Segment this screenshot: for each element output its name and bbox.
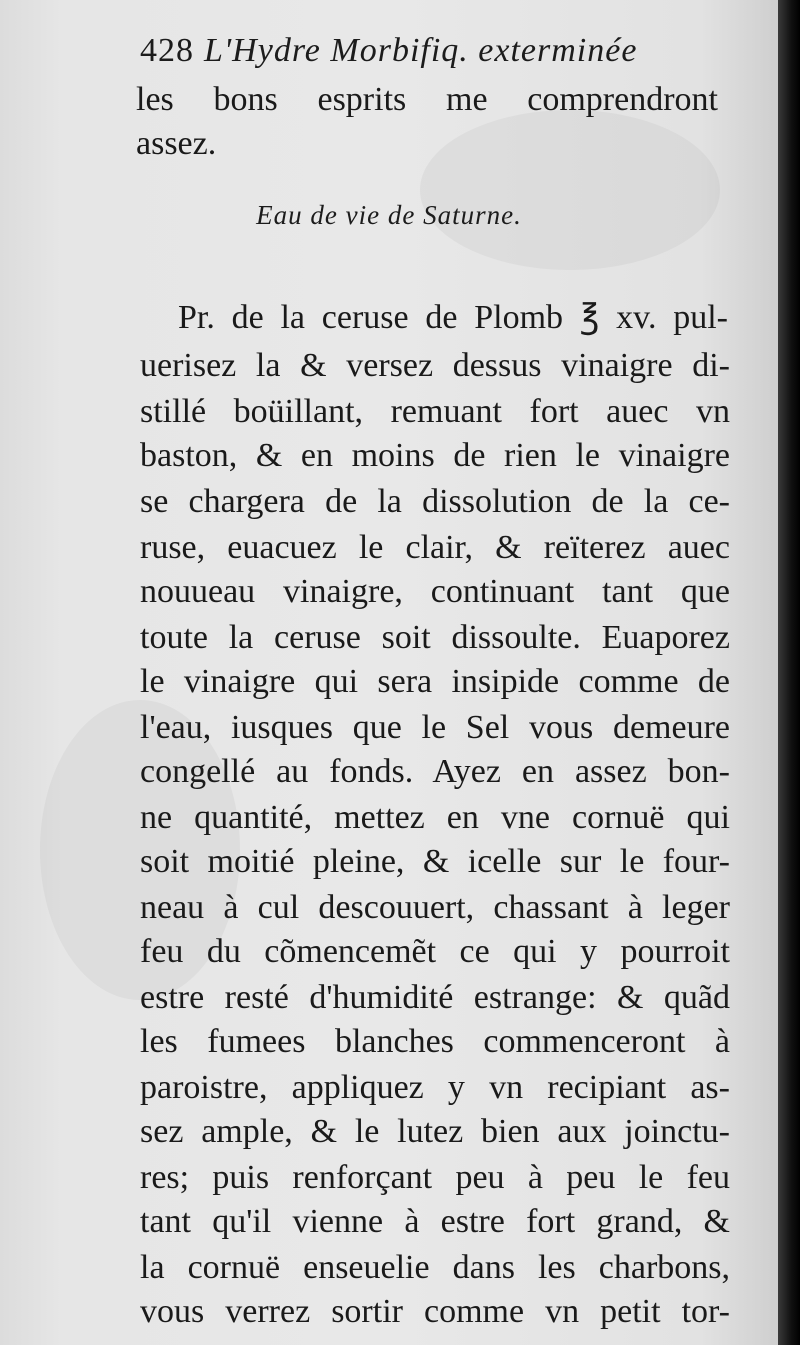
text-line: res; puis renforçant peu à peu le feu xyxy=(140,1159,730,1196)
text-line: soit moitié pleine, & icelle sur le four- xyxy=(140,843,730,880)
text-line: baston, & en moins de rien le vinaigre xyxy=(140,437,730,474)
text-line: paroistre, appliquez y vn recipiant as- xyxy=(140,1069,730,1106)
section-heading: Eau de vie de Saturne. xyxy=(256,200,522,230)
text-line: se chargera de la dissolution de la ce- xyxy=(140,483,730,520)
text-line: tant qu'il vienne à estre fort grand, & xyxy=(140,1203,730,1240)
text-line: uerisez la & versez dessus vinaigre di- xyxy=(140,347,730,384)
text-line: toute la ceruse soit dissoulte. Euaporez xyxy=(140,619,730,656)
running-title: L'Hydre Morbifiq. exterminée xyxy=(204,32,638,69)
text-line: feu du cõmencemẽt ce qui y pourroit xyxy=(140,933,730,970)
text-line: le vinaigre qui sera insipide comme de xyxy=(140,663,730,700)
text-line: les fumees blanches commenceront à xyxy=(140,1023,730,1060)
page-number: 428 xyxy=(140,32,194,69)
text-line: ruse, euacuez le clair, & reïterez auec xyxy=(140,529,730,566)
text-line: Pr. de la ceruse de Plomb ℥ xv. pul- xyxy=(178,299,728,336)
text-line: assez. xyxy=(136,125,217,162)
book-spine-shadow xyxy=(778,0,800,1345)
text-line: la cornuë enseuelie dans les charbons, xyxy=(140,1249,730,1286)
text-line: vous verrez sortir comme vn petit tor- xyxy=(140,1293,730,1330)
text-line: estre resté d'humidité estrange: & quãd xyxy=(140,979,730,1016)
text-line: l'eau, iusques que le Sel vous demeure xyxy=(140,709,730,746)
text-line: stillé boüillant, remuant fort auec vn xyxy=(140,393,730,430)
text-line: congellé au fonds. Ayez en assez bon- xyxy=(140,753,730,790)
text-line: ne quantité, mettez en vne cornuë qui xyxy=(140,799,730,836)
text-line: nouueau vinaigre, continuant tant que xyxy=(140,573,730,610)
text-line: les bons esprits me comprendront xyxy=(136,81,718,118)
text-line: neau à cul descouuert, chassant à leger xyxy=(140,889,730,926)
text-line: sez ample, & le lutez bien aux joinctu- xyxy=(140,1113,730,1150)
